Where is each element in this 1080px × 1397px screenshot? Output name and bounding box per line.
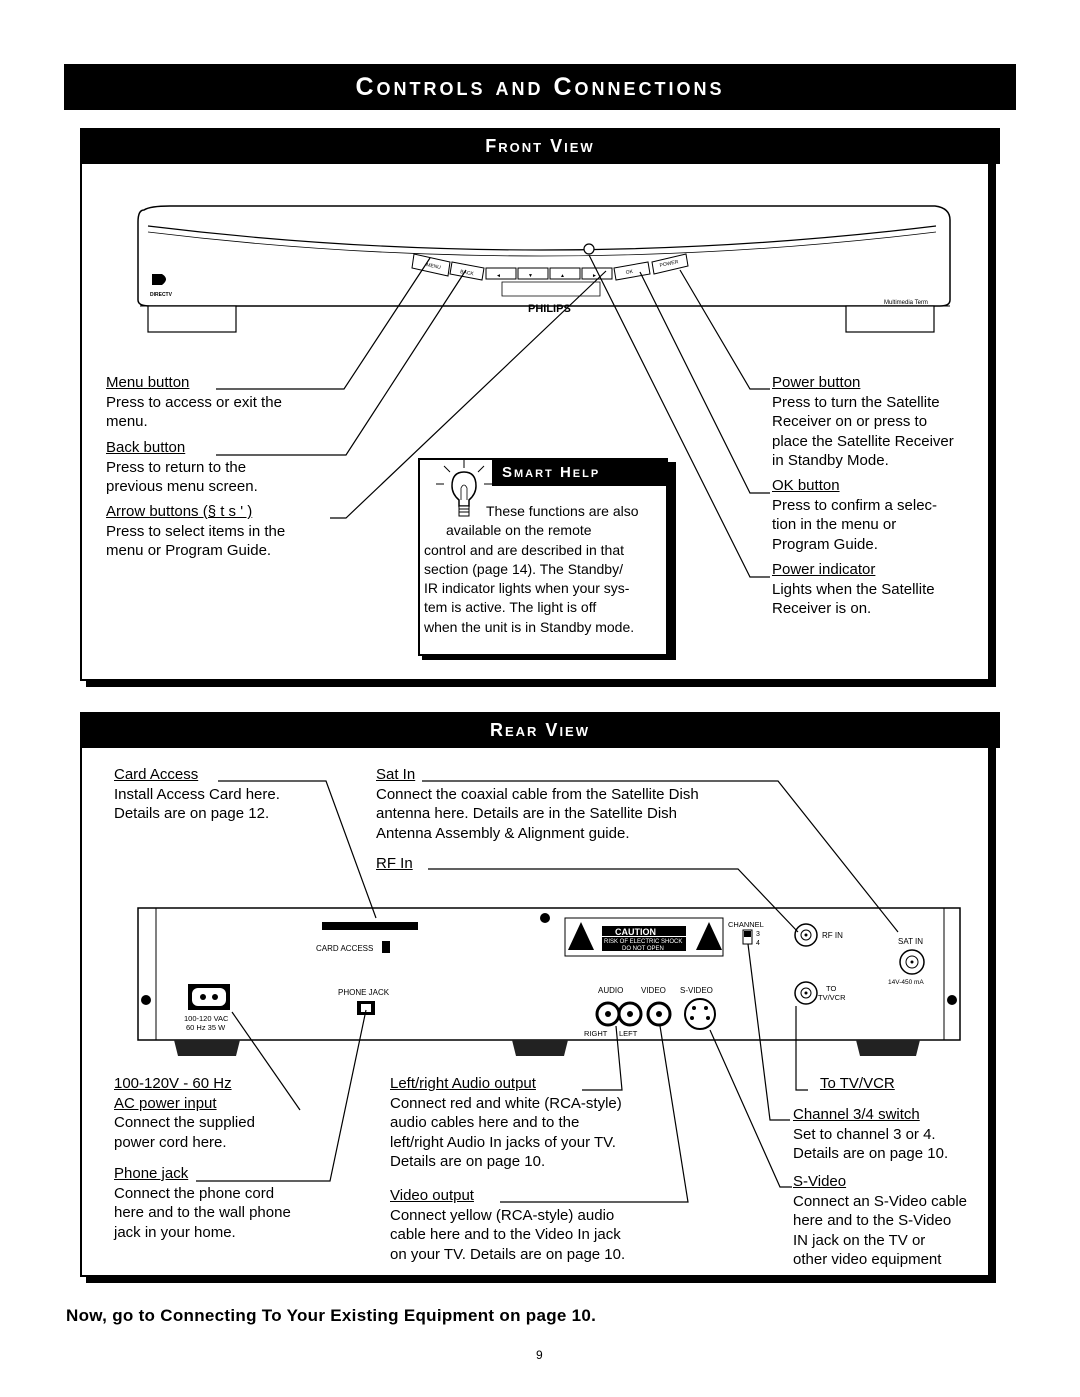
- svg-text:▼: ▼: [528, 273, 533, 279]
- audio-output-title: Left/right Audio output: [390, 1075, 536, 1092]
- rear-caution-sub-1: RISK OF ELECTRIC SHOCK: [604, 939, 683, 945]
- rear-svideo-text: S-VIDEO: [680, 986, 713, 995]
- power-indicator-title: Power indicator: [772, 561, 876, 578]
- smart-help-line-1: These functions are also: [486, 503, 639, 519]
- directv-logo-text: DIRECTV: [150, 292, 172, 298]
- power-button-desc-2: Receiver on or press to: [772, 413, 928, 430]
- ok-button-desc-3: Program Guide.: [772, 535, 878, 553]
- power-indicator-desc-1: Lights when the Satellite: [772, 580, 935, 598]
- rf-in-title: RF In: [376, 855, 413, 872]
- ac-power-title-2: AC power input: [114, 1094, 217, 1112]
- sat-in-desc-1: Connect the coaxial cable from the Satellite Dish: [376, 785, 699, 803]
- rear-sat-in-text: SAT IN: [898, 937, 924, 946]
- svg-text:◄: ◄: [496, 273, 501, 279]
- rear-caution-sub-2: DO NOT OPEN: [622, 946, 664, 952]
- svg-text:►: ►: [592, 273, 597, 279]
- rear-chassis: [138, 908, 960, 1040]
- to-tvvcr-title: To TV/VCR: [820, 1075, 895, 1092]
- rear-right-text: RIGHT: [584, 1029, 608, 1038]
- audio-left-jack: [619, 1003, 641, 1025]
- menu-button-title: Menu button: [106, 374, 190, 391]
- power-button-desc-4: in Standby Mode.: [772, 452, 889, 469]
- arrow-buttons-desc-2: menu or Program Guide.: [106, 542, 272, 559]
- rear-to-tv-text-2: TV/VCR: [818, 993, 846, 1002]
- card-access-desc-1: Install Access Card here.: [114, 785, 280, 803]
- channel-switch-title: Channel 3/4 switch: [793, 1106, 920, 1123]
- svg-text:▲: ▲: [560, 273, 565, 279]
- power-button-desc-3: place the Satellite Receiver: [772, 432, 954, 450]
- phone-jack-desc-2: here and to the wall phone: [114, 1204, 291, 1221]
- svideo-desc-1: Connect an S-Video cable: [793, 1192, 968, 1210]
- card-access-slot: [322, 922, 418, 930]
- video-output-desc-3: on your TV. Details are on page 10.: [390, 1245, 626, 1263]
- audio-output-label: [390, 1074, 622, 1172]
- rear-ch4-text: 4: [756, 940, 760, 947]
- audio-output-desc-3: left/right Audio In jacks of your TV.: [390, 1133, 616, 1151]
- to-tv-connector: [795, 982, 817, 1004]
- svideo-desc-3: IN jack on the TV or: [793, 1231, 926, 1249]
- ac-power-desc-2: power cord here.: [114, 1133, 227, 1151]
- svg-text:OK: OK: [625, 268, 634, 276]
- power-button-title: Power button: [772, 374, 861, 391]
- smart-help-line-4: section (page 14). The Standby/: [424, 560, 623, 577]
- rear-caution-text: CAUTION: [615, 927, 656, 937]
- rear-ac-rating-1: 100-120 VAC: [184, 1014, 229, 1023]
- svideo-title: S-Video: [793, 1173, 847, 1190]
- audio-output-desc-4: Details are on page 10.: [390, 1153, 546, 1170]
- menu-button-desc-2: menu.: [106, 413, 148, 430]
- sat-in-label: [376, 765, 699, 843]
- rear-ac-rating-2: 60 Hz 35 W: [186, 1023, 226, 1032]
- rear-card-access-text: CARD ACCESS: [316, 944, 374, 953]
- video-output-label: [390, 1186, 625, 1264]
- video-output-desc-1: Connect yellow (RCA-style) audio: [390, 1206, 615, 1224]
- card-access-desc-2: Details are on page 12.: [114, 805, 270, 822]
- ac-power-desc-1: Connect the supplied: [114, 1114, 255, 1131]
- power-indicator-desc-2: Receiver is on.: [772, 600, 872, 617]
- menu-button-desc-1: Press to access or exit the: [106, 393, 282, 411]
- back-button-desc-2: previous menu screen.: [106, 478, 258, 495]
- rear-sat-rating-text: 14V-450 mA: [888, 979, 924, 986]
- video-jack: [648, 1003, 670, 1025]
- sat-in-desc-3: Antenna Assembly & Alignment guide.: [376, 824, 630, 842]
- front-view-heading: Front View: [80, 128, 1000, 164]
- page-title: Controls and Connections: [64, 64, 1016, 110]
- smart-help-line-6: tem is active. The light is off: [424, 599, 597, 616]
- rear-channel-text: CHANNEL: [728, 920, 764, 929]
- smart-help-line-5: IR indicator lights when your sys-: [424, 580, 630, 597]
- audio-output-desc-2: audio cables here and to the: [390, 1114, 580, 1131]
- smart-help-line-2: available on the remote: [446, 522, 592, 539]
- front-brand-text: PHILIPS: [528, 303, 571, 315]
- card-access-label: [114, 765, 280, 824]
- svg-text:POWER: POWER: [659, 259, 679, 269]
- phone-jack-label: [114, 1164, 291, 1242]
- phone-jack-desc-1: Connect the phone cord: [114, 1184, 275, 1202]
- sat-in-title: Sat In: [376, 766, 416, 783]
- ac-power-label: [114, 1074, 255, 1152]
- back-button-desc-1: Press to return to the: [106, 458, 247, 476]
- card-access-title: Card Access: [114, 766, 199, 783]
- rear-to-tv-text-1: TO: [826, 984, 837, 993]
- ok-button-desc-1: Press to confirm a selec-: [772, 496, 938, 514]
- smart-help-line-7: when the unit is in Standby mode.: [424, 618, 635, 635]
- svideo-label: [793, 1172, 967, 1270]
- video-output-desc-2: cable here and to the Video In jack: [390, 1226, 621, 1243]
- front-model-text: Multimedia Term: [884, 300, 928, 306]
- rear-phone-jack-text: PHONE JACK: [338, 988, 390, 997]
- smart-help-line-3: control and are described in that: [424, 541, 625, 558]
- phone-jack-title: Phone jack: [114, 1165, 189, 1182]
- smart-help-heading: Smart Help: [492, 458, 668, 486]
- back-button-title: Back button: [106, 439, 186, 456]
- svideo-desc-2: here and to the S-Video: [793, 1212, 952, 1229]
- rear-ch3-text: 3: [756, 931, 760, 938]
- arrow-buttons-desc-1: Press to select items in the: [106, 522, 286, 540]
- audio-output-desc-1: Connect red and white (RCA-style): [390, 1094, 622, 1112]
- page-number: 9: [536, 1348, 543, 1362]
- video-output-title: Video output: [390, 1187, 474, 1204]
- phone-jack-desc-3: jack in your home.: [114, 1223, 236, 1241]
- rear-view-heading: Rear View: [80, 712, 1000, 748]
- rear-left-text: LEFT: [619, 1029, 638, 1038]
- svg-text:MENU: MENU: [425, 262, 442, 272]
- audio-right-jack: [597, 1003, 619, 1025]
- sat-in-desc-2: antenna here. Details are in the Satellite Dish: [376, 805, 678, 822]
- svideo-desc-4: other video equipment: [793, 1251, 942, 1268]
- rf-in-connector: [795, 924, 817, 946]
- channel-switch-desc-2: Details are on page 10.: [793, 1145, 949, 1162]
- power-button-desc-1: Press to turn the Satellite: [772, 393, 940, 411]
- ac-power-title-1: 100-120V - 60 Hz: [114, 1075, 232, 1092]
- rear-audio-text: AUDIO: [598, 986, 624, 995]
- channel-switch-label: [793, 1105, 948, 1164]
- rear-rf-in-text: RF IN: [822, 931, 843, 940]
- ok-button-title: OK button: [772, 477, 840, 494]
- ok-button-desc-2: tion in the menu or: [772, 516, 897, 533]
- footer-instruction: Now, go to Connecting To Your Existing Equipment on page 10.: [66, 1306, 597, 1325]
- channel-switch-desc-1: Set to channel 3 or 4.: [793, 1125, 936, 1143]
- arrow-buttons-title: Arrow buttons (§ t s ' ): [106, 503, 253, 520]
- sat-in-connector: [900, 950, 924, 974]
- svideo-jack: [685, 999, 715, 1029]
- rear-video-text: VIDEO: [641, 986, 666, 995]
- svg-text:BACK: BACK: [459, 269, 475, 278]
